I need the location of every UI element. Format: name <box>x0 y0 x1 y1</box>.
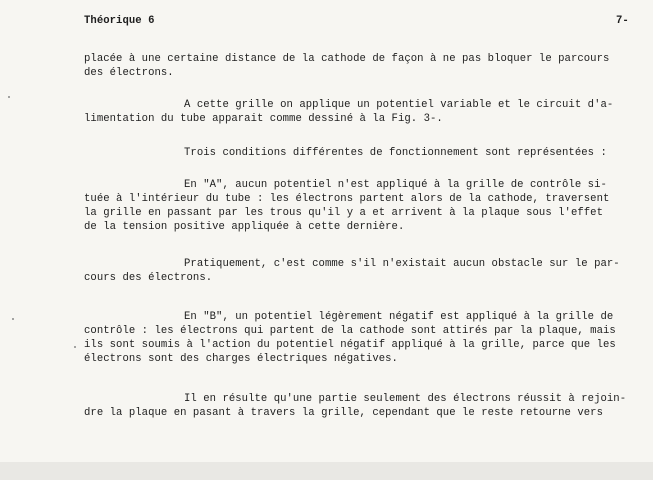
scan-speck <box>8 96 10 98</box>
paragraph-5-line-2: cours des électrons. <box>84 272 213 284</box>
paragraph-1-line-1: placée à une certaine distance de la cathode de façon à ne pas bloquer le parcours <box>84 53 610 65</box>
paragraph-4-line-2: tuée à l'intérieur du tube : les électrons partent alors de la cathode, traversent <box>84 193 610 205</box>
page-bottom-edge <box>0 462 653 480</box>
paragraph-2-line-1: A cette grille on applique un potentiel variable et le circuit d'a- <box>184 99 614 111</box>
paragraph-5-line-1: Pratiquement, c'est comme s'il n'existait aucun obstacle sur le par- <box>184 258 620 270</box>
paragraph-1-line-2: des électrons. <box>84 67 174 79</box>
paragraph-4-line-3: la grille en passant par les trous qu'il y a et arrivent à la plaque sous l'effet <box>84 207 603 219</box>
paragraph-7-line-1: Il en résulte qu'une partie seulement des électrons réussit à rejoin- <box>184 393 627 405</box>
scan-speck <box>12 318 14 320</box>
paragraph-6-line-3: ils sont soumis à l'action du potentiel négatif appliqué à la grille, parce que les <box>84 339 616 351</box>
paragraph-4-line-1: En "A", aucun potentiel n'est appliqué à la grille de contrôle si- <box>184 179 607 191</box>
page-header-title: Théorique 6 <box>84 15 155 27</box>
paragraph-6-line-2: contrôle : les électrons qui partent de la cathode sont attirés par la plaque, mais <box>84 325 616 337</box>
scan-speck <box>74 346 76 348</box>
paragraph-7-line-2: dre la plaque en pasant à travers la grille, cependant que le reste retourne vers <box>84 407 603 419</box>
paragraph-6-line-1: En "B", un potentiel légèrement négatif est appliqué à la grille de <box>184 311 614 323</box>
paragraph-4-line-4: de la tension positive appliquée à cette dernière. <box>84 221 405 233</box>
paragraph-2-line-2: limentation du tube apparait comme dessiné à la Fig. 3-. <box>84 113 443 125</box>
paragraph-3-line-1: Trois conditions différentes de fonctionnement sont représentées : <box>184 147 607 159</box>
page-number: 7- <box>616 15 629 27</box>
paragraph-6-line-4: électrons sont des charges électriques négatives. <box>84 353 398 365</box>
